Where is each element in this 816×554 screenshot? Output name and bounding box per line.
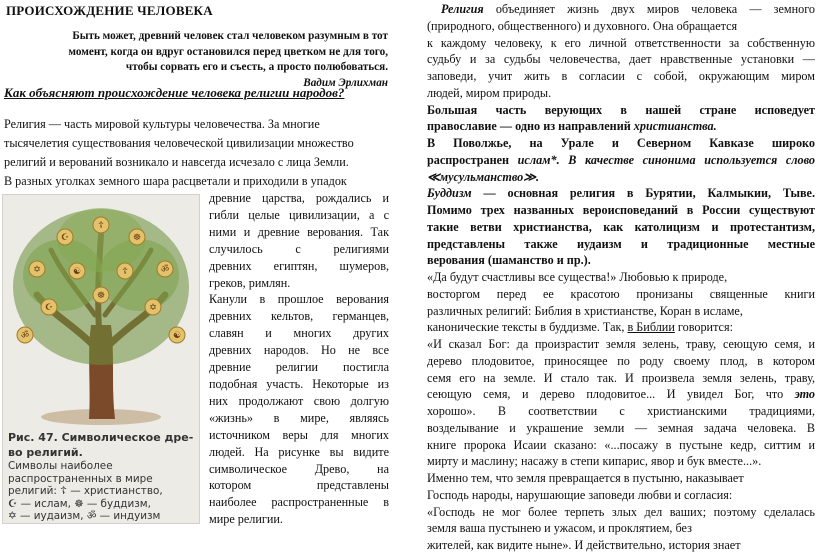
- right-text-line: такие ветви христианства, как католицизм и протестантизм,: [427, 219, 815, 234]
- right-text-line: книге пророка Исаии сказано: «...посажу в пустыне кедр, ситтим и: [427, 437, 815, 452]
- right-text-line: восторгом перед ее красотою пронизаны священные книги: [427, 286, 815, 301]
- column-line: источником веры для многих: [209, 427, 389, 442]
- right-text-span: объединяет жизнь двух миров человека — земного: [483, 2, 815, 16]
- right-text-line: [427, 1, 815, 18]
- figure-legend: [8, 460, 163, 523]
- right-text-line: Помимо трех названных вероисповеданий в России существуют: [427, 203, 815, 217]
- column-line: подобная участь. Некоторые из: [209, 376, 389, 391]
- emphasis-eto: это: [794, 387, 815, 402]
- column-line: древних египтян, шумеров,: [209, 258, 389, 273]
- figure-legend-line: распространенных в мире: [8, 472, 153, 485]
- right-text-span: православие — одно из направлений: [427, 119, 634, 134]
- right-text-line: представлены также иудаизм и традиционные местные: [427, 236, 815, 251]
- right-text-line: Большая часть верующих в нашей стране исповедует: [427, 102, 815, 117]
- column-line: котором представлены: [209, 478, 389, 493]
- epigraph-line: момент, когда он вдруг остановился перед цветком не для того,: [68, 45, 388, 58]
- svg-text:☦: ☦: [98, 221, 104, 231]
- right-text-line: семя его на земле. И стало так. И произвела земля зелень, траву,: [427, 370, 815, 385]
- figure-caption: [8, 430, 193, 460]
- left-text-line: В разных уголках земного шара расцветали и приходили в упадок: [4, 174, 347, 188]
- figure-legend-line: религий: ☦ — христианство,: [8, 485, 163, 497]
- svg-text:☪: ☪: [44, 303, 54, 313]
- right-text-line: судьбу и за судьбы человечества, дает нравственные установки —: [427, 52, 815, 67]
- right-text-span: говорится:: [674, 320, 733, 335]
- left-text-line: тысячелетия существования человеческой цивилизации множество: [4, 136, 354, 150]
- column-line: гибли целые цивилизации, а с: [209, 207, 389, 222]
- figure-legend-line: ☪ — ислам, ☸ — буддизм,: [8, 497, 151, 510]
- right-text-line: [427, 386, 815, 403]
- page-title: ПРОИСХОЖДЕНИЕ ЧЕЛОВЕКА: [6, 3, 213, 18]
- svg-text:☯: ☯: [72, 267, 82, 277]
- right-text-line: «Господь не мог более терпеть злых дел ваших; поэтому сделалась: [427, 504, 815, 519]
- right-text-span: канонические тексты в буддизме. Так,: [427, 320, 628, 335]
- epigraph-author: Вадим Эрлихман: [303, 76, 388, 89]
- term-religion: Религия: [441, 2, 484, 16]
- right-text-line: к каждому человеку, к его личной ответственности за собственную: [427, 35, 815, 50]
- svg-text:☸: ☸: [132, 233, 142, 243]
- column-line: Канули в прошлое верования: [209, 292, 389, 307]
- right-text-line: Именно тем, что земля превращается в пустыню, наказывает: [427, 471, 744, 485]
- column-line: наиболее распространенные в: [209, 495, 389, 510]
- term-christianity: христианства.: [633, 119, 717, 134]
- epigraph: [20, 29, 388, 91]
- svg-text:☯: ☯: [172, 331, 182, 341]
- term-islam: ислам*. В качестве синонима используется слово: [517, 152, 815, 167]
- svg-text:ॐ: ॐ: [160, 265, 170, 275]
- column-line: них продолжают свою долгую: [209, 393, 389, 408]
- left-text-line: религий и верований возникало и навсегда исчезало с лица Земли.: [4, 155, 349, 169]
- svg-text:☸: ☸: [96, 291, 106, 301]
- svg-text:ॐ: ॐ: [20, 331, 30, 341]
- right-text-line: «Да будут счастливы все существа!» Любовью к природе,: [427, 270, 728, 284]
- epigraph-line: чтобы сорвать его и съесть, а просто полюбоваться.: [125, 61, 388, 73]
- left-text-line: Религия — часть мировой культуры человечества. За многие: [4, 117, 320, 131]
- bible-reference: в Библии: [627, 320, 675, 335]
- column-line: греков, римлян.: [209, 275, 291, 290]
- column-line: мире религии.: [209, 512, 283, 527]
- right-text-line: заповеди, учит жить в согласии с собой, окружающим миром: [427, 69, 815, 83]
- section-heading: Как объясняют происхождение человека религии народов?: [4, 85, 345, 100]
- left-narrow-column: [209, 190, 389, 528]
- right-text-line: [427, 185, 815, 202]
- right-text-line: жителей, как видите ныне». И действительно, история знает: [427, 538, 741, 552]
- figure-caption-line: во религий.: [8, 446, 83, 459]
- column-line: символическое Древо, на: [209, 461, 389, 476]
- figure-legend-line: ✡ — иудаизм, ॐ — индуизм: [8, 510, 161, 522]
- right-text-line: «И сказал Бог: да произрастит земля зелень, траву, сеющую семя, и: [427, 337, 815, 351]
- right-text-line: различных религий: Библия в христианстве, Коран в исламе,: [427, 303, 743, 318]
- column-line: древние религии постигла: [209, 360, 389, 375]
- right-column: [427, 1, 815, 554]
- figure-caption-line: Рис. 47. Символическое дре-: [8, 431, 194, 444]
- right-text-line: дерево плодовитое, приносящее по роду своему плод, в котором: [427, 353, 815, 368]
- column-line: случилось с религиями: [209, 241, 389, 256]
- svg-text:☪: ☪: [60, 233, 70, 243]
- figure-legend-line: Символы наиболее: [8, 460, 113, 472]
- right-text-line: [427, 118, 815, 135]
- right-text-line: верования (шаманство и пр.).: [427, 253, 591, 268]
- column-line: ними и древние верования. Так: [209, 224, 389, 239]
- column-line: древних кельтов, германцев,: [209, 309, 389, 324]
- column-line: «жизнь» в мире, являясь: [209, 410, 389, 425]
- svg-text:✡: ✡: [149, 303, 157, 313]
- column-line: древние царства, рождались и: [209, 191, 389, 205]
- right-text-line: возделывание и украшение земли — земная задача человека. В: [427, 420, 815, 435]
- right-text-span: распространен: [427, 152, 518, 167]
- right-text-line: людей, миром природы.: [427, 85, 552, 100]
- right-text-span: сеющую семя, и дерево плодовитое... И увидел Бог, что: [427, 387, 795, 402]
- right-text-line: земля ваша пустынею и ужасом, и проклятием, без: [427, 521, 692, 536]
- right-text-line: Господь народы, нарушающие заповеди любви и согласия:: [427, 487, 733, 502]
- right-text-line: мирту и маслину; насажу в степи кипарис, явор и бук вместе...».: [427, 454, 762, 469]
- column-line: людей. На рисунке вы видите: [209, 444, 389, 459]
- right-text-line: хорошо». В соответствии с христианскими традициями,: [427, 404, 815, 418]
- epigraph-line: Быть может, древний человек стал человеком разумным в тот: [72, 30, 388, 42]
- right-text-line: [427, 319, 815, 336]
- right-text-line: (природного, общественного) и духовного. Она обращается: [427, 18, 738, 33]
- term-buddhism: Буддизм: [427, 186, 472, 201]
- column-line: славян и многих других: [209, 326, 389, 341]
- tree-of-religions-illustration: [3, 195, 199, 427]
- svg-text:✡: ✡: [33, 265, 41, 275]
- right-text-span: — основная религия в Бурятии, Калмыкии, Тыве.: [471, 186, 815, 201]
- right-text-line: [427, 152, 815, 169]
- right-text-line: ≪мусульманство≫.: [427, 169, 540, 184]
- column-line: древних народов. Но не все: [209, 343, 389, 358]
- svg-text:☦: ☦: [122, 267, 128, 277]
- right-text-line: В Поволжье, на Урале и Северном Кавказе широко: [427, 136, 815, 150]
